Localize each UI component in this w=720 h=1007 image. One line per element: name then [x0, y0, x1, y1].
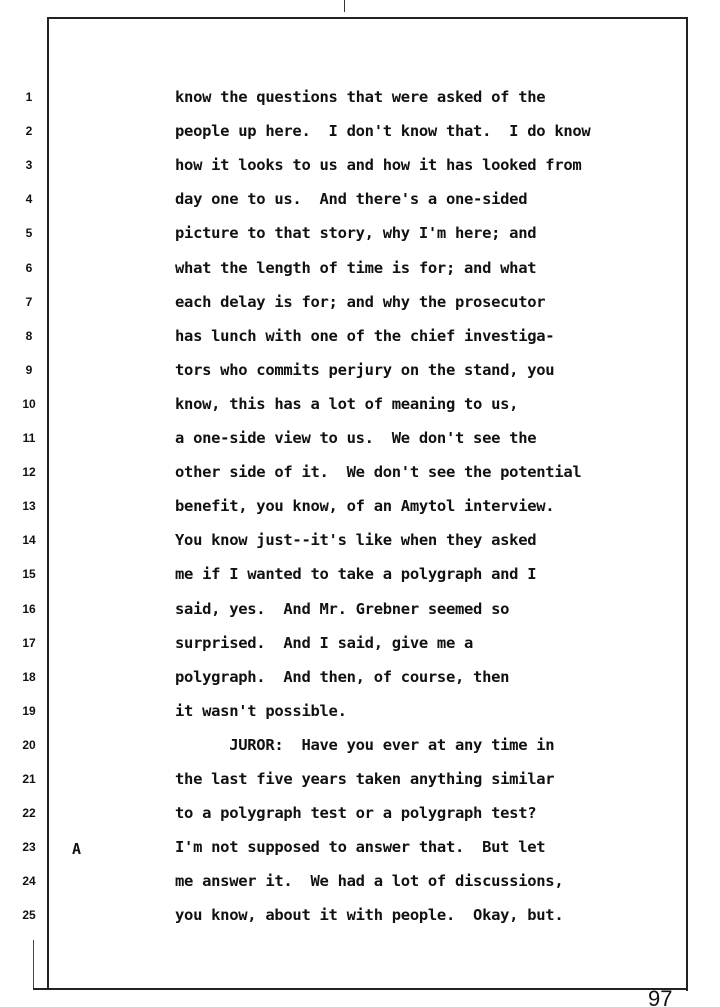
- line-number: 8: [25, 328, 33, 343]
- line-number: 16: [22, 601, 36, 616]
- transcript-line: has lunch with one of the chief investiga-: [175, 326, 555, 345]
- transcript-line: I'm not supposed to answer that. But let: [175, 838, 546, 857]
- transcript-line: other side of it. We don't see the potential: [175, 463, 582, 482]
- transcript-line: You know just--it's like when they asked: [175, 531, 537, 550]
- line-number: 17: [22, 635, 36, 650]
- line-number: 14: [22, 533, 36, 548]
- transcript-line: know the questions that were asked of the: [175, 88, 546, 106]
- line-number: 13: [22, 499, 36, 514]
- line-number: 1: [25, 90, 33, 104]
- transcript-line: JUROR: Have you ever at any time in: [175, 735, 555, 754]
- page-border-bottom: [33, 988, 688, 990]
- line-number: 23: [22, 840, 36, 855]
- transcript-line: you know, about it with people. Okay, but.: [175, 906, 564, 925]
- line-number: 4: [25, 192, 33, 207]
- page-border-left: [47, 17, 49, 989]
- page-border-right: [686, 17, 688, 991]
- line-number: 9: [25, 362, 33, 377]
- transcript-line: it wasn't possible.: [175, 701, 347, 720]
- line-number: 19: [22, 703, 36, 718]
- line-number: 24: [22, 874, 36, 889]
- line-number: 6: [25, 260, 33, 275]
- transcript-line: me answer it. We had a lot of discussions,: [175, 872, 564, 891]
- line-number: 21: [22, 772, 36, 786]
- line-number: 15: [22, 567, 36, 582]
- line-number: 18: [22, 669, 36, 684]
- transcript-line: benefit, you know, of an Amytol interview.: [175, 497, 555, 516]
- transcript-line: what the length of time is for; and what: [175, 258, 537, 277]
- line-number: 22: [22, 806, 36, 821]
- transcript-line: picture to that story, why I'm here; and: [175, 224, 537, 243]
- transcript-line: know, this has a lot of meaning to us,: [175, 394, 519, 413]
- transcript-line: to a polygraph test or a polygraph test?: [175, 804, 537, 823]
- transcript-line: day one to us. And there's a one-sided: [175, 190, 528, 209]
- line-number: 5: [25, 226, 33, 241]
- page-border-top: [47, 17, 688, 19]
- transcript-line: each delay is for; and why the prosecutor: [175, 292, 546, 311]
- line-number: 11: [22, 431, 36, 445]
- transcript-line: how it looks to us and how it has looked from: [175, 156, 582, 175]
- transcript-line: me if I wanted to take a polygraph and I: [175, 565, 537, 584]
- line-number: 10: [22, 396, 36, 411]
- line-number: 2: [25, 124, 33, 139]
- page-number: 97: [648, 990, 673, 1007]
- transcript-line: polygraph. And then, of course, then: [175, 667, 510, 686]
- speaker-marker: A: [72, 840, 82, 858]
- line-number: 20: [22, 737, 36, 752]
- transcript-line: said, yes. And Mr. Grebner seemed so: [175, 599, 510, 618]
- transcript-line: a one-side view to us. We don't see the: [175, 429, 537, 447]
- transcript-line: surprised. And I said, give me a: [175, 633, 474, 652]
- page-margin-line: [33, 940, 34, 990]
- top-tick-mark: [344, 0, 345, 12]
- transcript-line: tors who commits perjury on the stand, you: [175, 360, 555, 379]
- line-number: 7: [25, 294, 33, 309]
- transcript-line: people up here. I don't know that. I do know: [175, 122, 591, 141]
- line-number: 25: [22, 908, 36, 923]
- line-number: 12: [22, 465, 36, 480]
- line-number: 3: [25, 158, 33, 173]
- transcript-line: the last five years taken anything similar: [175, 770, 555, 788]
